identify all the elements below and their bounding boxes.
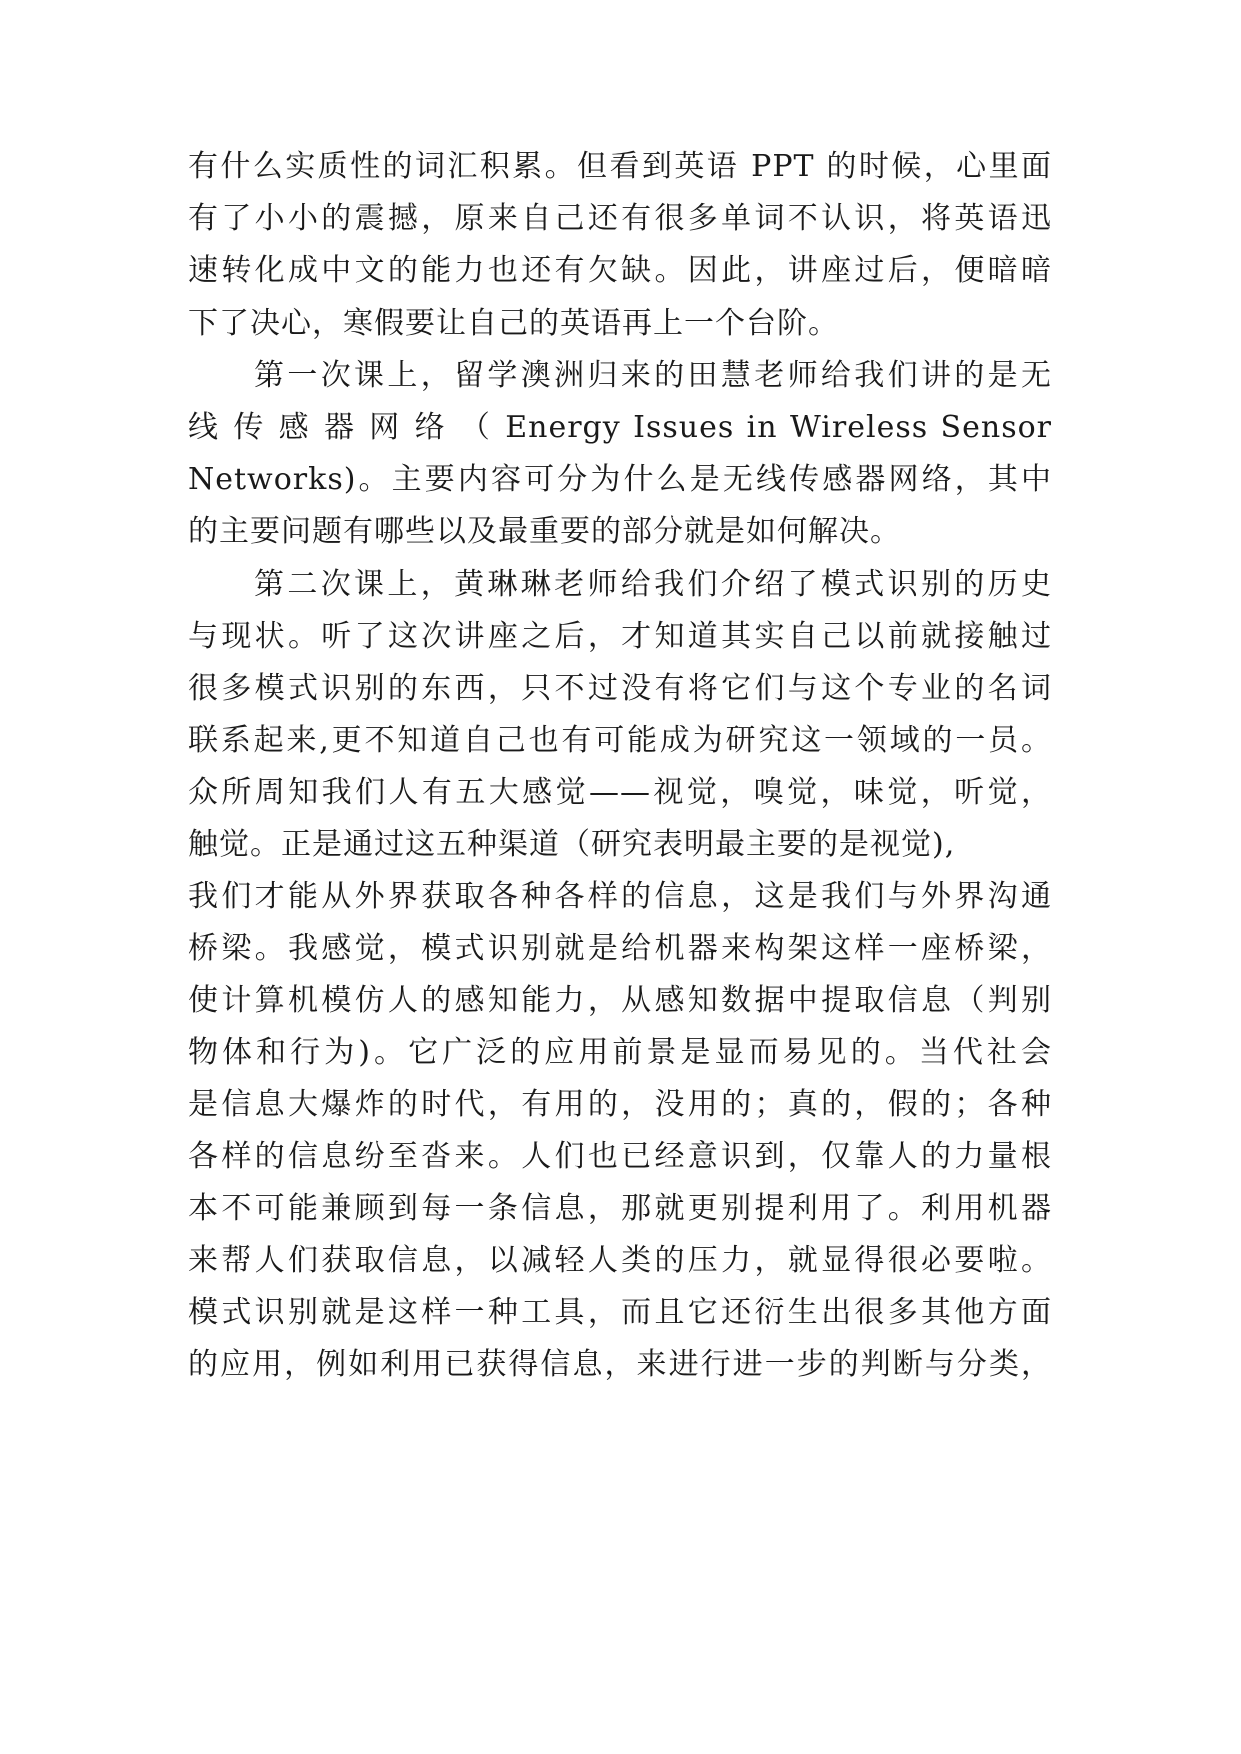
text-line: Networks)。主要内容可分为什么是无线传感器网络，其中 <box>188 462 1052 497</box>
text-line: 众所周知我们人有五大感觉——视觉，嗅觉，味觉，听觉， <box>188 775 1052 810</box>
text-line: 模式识别就是这样一种工具，而且它还衍生出很多其他方面 <box>188 1295 1052 1330</box>
text-line: 有什么实质性的词汇积累。但看到英语 PPT 的时候，心里面 <box>188 149 1052 184</box>
text-line: 的主要问题有哪些以及最重要的部分就是如何解决。 <box>188 514 901 549</box>
text-line: 联系起来,更不知道自己也有可能成为研究这一领域的一员。 <box>188 723 1052 758</box>
text-line: 本不可能兼顾到每一条信息，那就更别提利用了。利用机器 <box>188 1191 1052 1226</box>
text-line: 桥梁。我感觉，模式识别就是给机器来构架这样一座桥梁， <box>188 931 1052 966</box>
text-line: 使计算机模仿人的感知能力，从感知数据中提取信息（判别 <box>188 983 1052 1018</box>
paragraph-first-line: 第二次课上，黄琳琳老师给我们介绍了模式识别的历史 <box>254 567 1052 602</box>
text-line: 很多模式识别的东西，只不过没有将它们与这个专业的名词 <box>188 671 1052 706</box>
text-line: 线 传 感 器 网 络 （ Energy Issues in Wireless Sensor <box>188 410 1052 445</box>
text-line: 有了小小的震撼，原来自己还有很多单词不认识，将英语迅 <box>188 201 1052 236</box>
paragraph-first-line: 第一次课上，留学澳洲归来的田慧老师给我们讲的是无 <box>254 358 1052 393</box>
text-line: 是信息大爆炸的时代，有用的，没用的；真的，假的；各种 <box>188 1087 1052 1122</box>
text-line: 速转化成中文的能力也还有欠缺。因此，讲座过后，便暗暗 <box>188 253 1052 288</box>
text-line: 下了决心，寒假要让自己的英语再上一个台阶。 <box>188 306 839 341</box>
text-line: 的应用，例如利用已获得信息，来进行进一步的判断与分类， <box>188 1347 1052 1382</box>
text-line: 我们才能从外界获取各种各样的信息，这是我们与外界沟通 <box>188 879 1052 914</box>
text-line: 各样的信息纷至沓来。人们也已经意识到，仅靠人的力量根 <box>188 1139 1052 1174</box>
text-line: 物体和行为)。它广泛的应用前景是显而易见的。当代社会 <box>188 1035 1052 1070</box>
text-line: 与现状。听了这次讲座之后，才知道其实自己以前就接触过 <box>188 619 1052 654</box>
text-line: 来帮人们获取信息，以减轻人类的压力，就显得很必要啦。 <box>188 1243 1052 1278</box>
text-line: 触觉。正是通过这五种渠道（研究表明最主要的是视觉), <box>188 827 956 862</box>
